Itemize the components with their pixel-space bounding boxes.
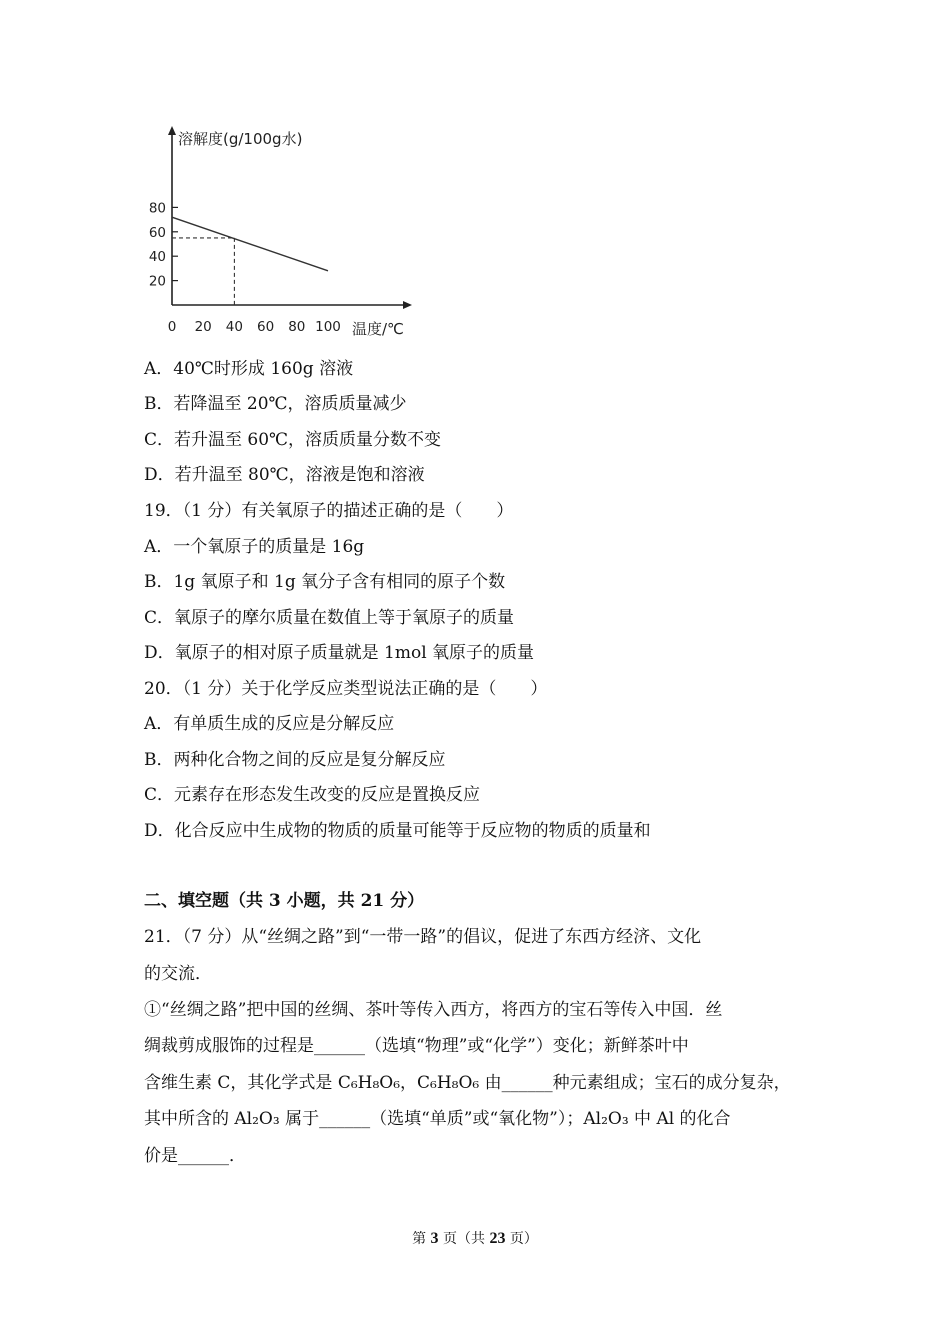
page-footer (0, 1229, 950, 1249)
q21-line-4: 绸裁剪成服饰的过程是______（选填“物理”或“化学”）变化；新鲜茶叶中 (144, 1036, 689, 1056)
q18-option-d: D．若升温至 80℃，溶液是饱和溶液 (144, 465, 425, 485)
y-tick-label: 40 (148, 249, 166, 266)
q19-option-b: B．1g 氧原子和 1g 氧分子含有相同的原子个数 (144, 572, 506, 592)
x-tick-label: 0 (167, 319, 177, 335)
y-tick-label: 80 (148, 200, 166, 217)
q21-line-7: 价是______． (144, 1146, 246, 1166)
q18-option-b: B．若降温至 20℃，溶质质量减少 (144, 394, 407, 414)
q19-stem: 19．（1 分）有关氧原子的描述正确的是（ ） (144, 501, 514, 521)
x-tick-label: 20 (194, 319, 212, 335)
q21-line-6: 其中所含的 Al₂O₃ 属于______（选填“单质”或“氧化物”）；Al₂O₃ 中 Al 的化合 (144, 1109, 731, 1129)
footer-total-pages: 23 (489, 1230, 506, 1247)
y-tick-label: 20 (148, 273, 166, 290)
y-axis-label: 溶解度(g/100g水) (178, 130, 303, 148)
x-axis-label: 温度/℃ (352, 320, 404, 338)
footer-suffix: 页） (509, 1231, 538, 1247)
footer-middle: 页（共 (443, 1231, 485, 1247)
q20-stem: 20．（1 分）关于化学反应类型说法正确的是（ ） (144, 679, 548, 699)
q18-option-a: A．40℃时形成 160g 溶液 (144, 359, 354, 379)
chart-ticks (149, 200, 341, 335)
q19-option-a: A．一个氧原子的质量是 16g (144, 537, 365, 557)
section-heading: 二、填空题（共 3 小题，共 21 分） (144, 891, 425, 911)
x-tick-label: 80 (288, 319, 306, 335)
q20-option-d: D．化合反应中生成物的物质的质量可能等于反应物的物质的质量和 (144, 821, 651, 841)
x-tick-label: 40 (225, 319, 243, 335)
x-axis-arrow (403, 301, 412, 309)
y-tick-label: 60 (148, 224, 166, 241)
solubility-curve (172, 217, 328, 271)
solubility-chart (140, 120, 430, 345)
q21-line-2: 的交流． (144, 964, 212, 984)
footer-prefix: 第 (412, 1231, 427, 1247)
q20-option-b: B．两种化合物之间的反应是复分解反应 (144, 750, 446, 770)
q18-option-c: C．若升温至 60℃，溶质质量分数不变 (144, 430, 442, 450)
x-tick-label: 100 (315, 319, 341, 335)
q21-line-3: ①“丝绸之路”把中国的丝绸、茶叶等传入西方，将西方的宝石等传入中国．丝 (144, 1000, 723, 1020)
y-axis-arrow (168, 126, 176, 135)
q20-option-c: C．元素存在形态发生改变的反应是置换反应 (144, 785, 481, 805)
q21-line-1: 21．（7 分）从“丝绸之路”到“一带一路”的倡议，促进了东西方经济、文化 (144, 927, 702, 947)
footer-page-number: 3 (430, 1230, 439, 1247)
q20-option-a: A．有单质生成的反应是分解反应 (144, 714, 395, 734)
q19-option-d: D．氧原子的相对原子质量就是 1mol 氧原子的质量 (144, 643, 535, 663)
x-tick-label: 60 (257, 319, 275, 335)
chart-lines (172, 217, 328, 305)
q19-option-c: C．氧原子的摩尔质量在数值上等于氧原子的质量 (144, 608, 515, 628)
q21-line-5: 含维生素 C，其化学式是 C₆H₈O₆，C₆H₈O₆ 由______种元素组成；宝石的成分复杂， (144, 1073, 791, 1093)
chart-axes (168, 126, 412, 309)
